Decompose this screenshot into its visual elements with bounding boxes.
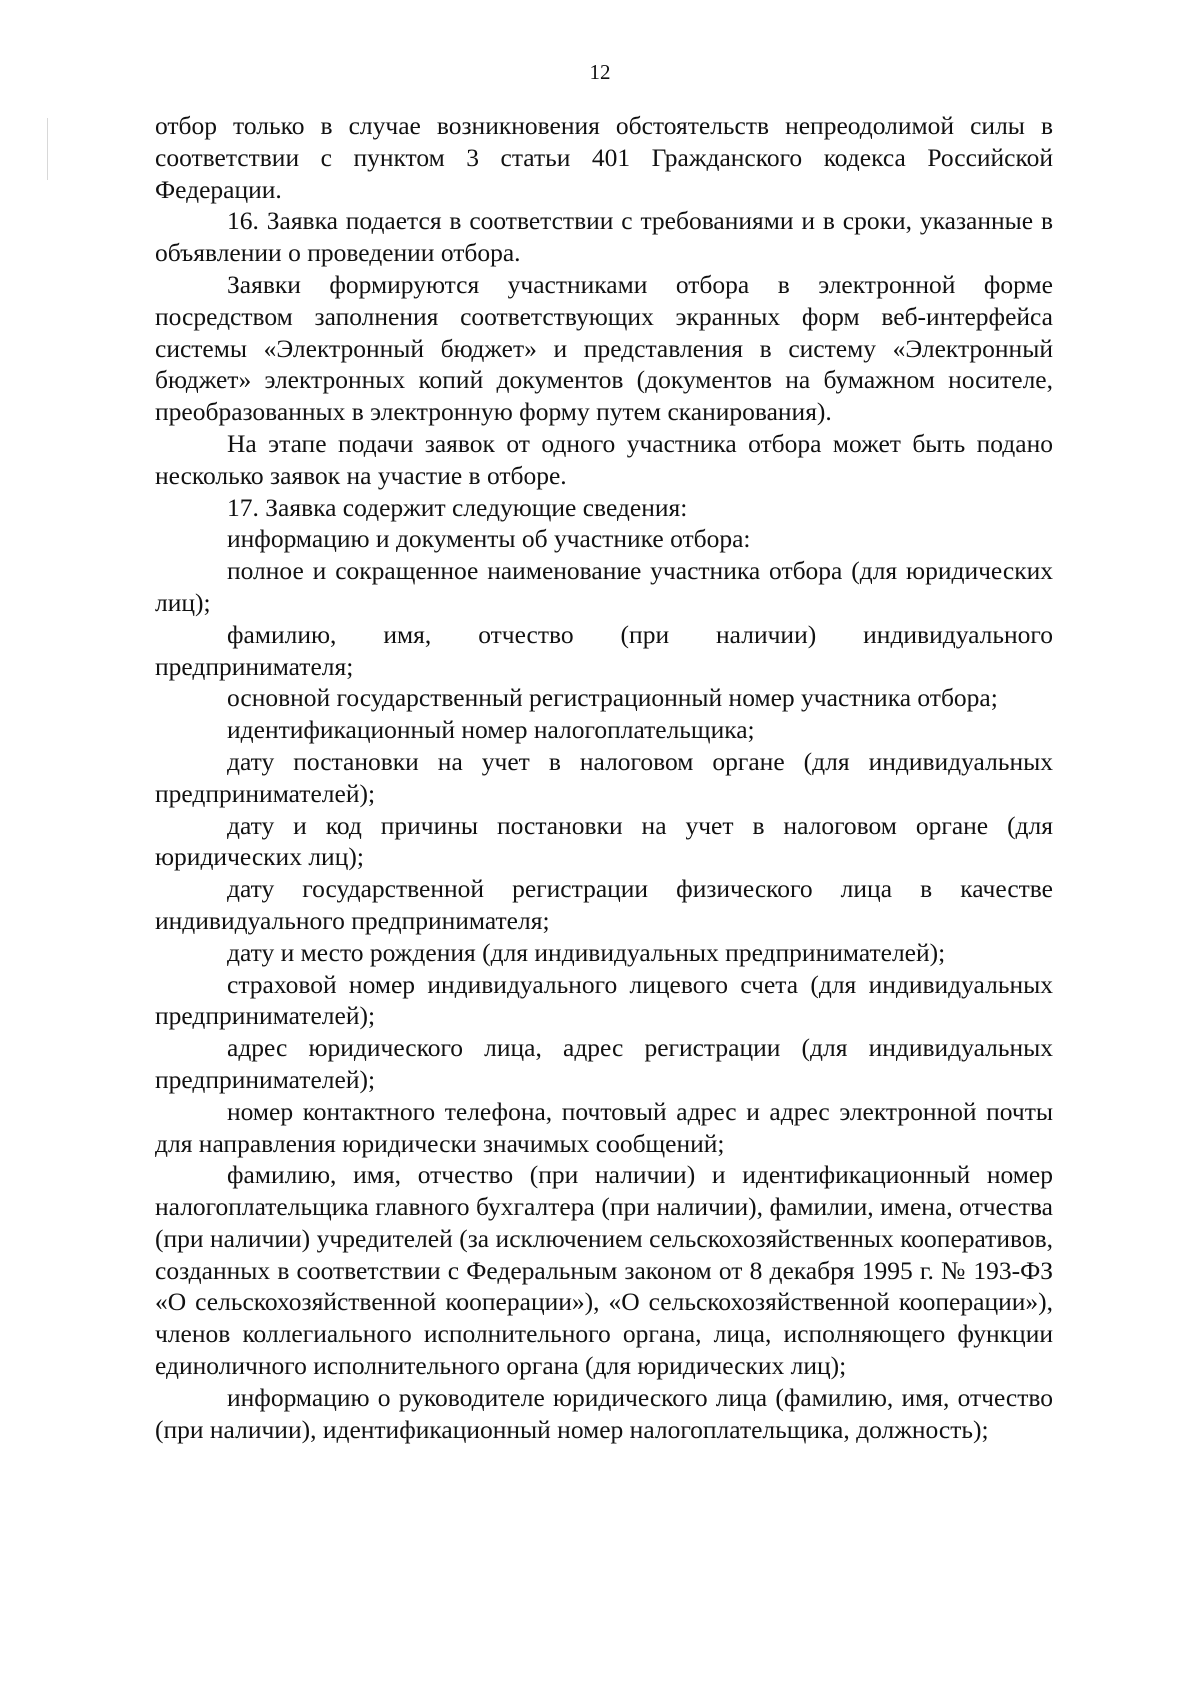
paragraph-participant-info: информацию и документы об участнике отбора: <box>227 524 751 554</box>
list-item-full-name: полное и сокращенное наименование участника отбора (для юридических лиц); <box>155 556 1053 617</box>
scan-margin-mark <box>47 118 48 180</box>
paragraph-multiple-applications: На этапе подачи заявок от одного участника отбора может быть подано несколько заявок на участие в отборе. <box>155 428 1053 490</box>
paragraph-item-16: 16. Заявка подается в соответствии с требованиями и в сроки, указанные в объявлении о проведении отбора. <box>155 206 1053 268</box>
list-item-address: адрес юридического лица, адрес регистрации (для индивидуальных предпринимателей); <box>155 1033 1053 1094</box>
page-number: 12 <box>589 60 611 84</box>
list-item-tax-registration-date: дату постановки на учет в налоговом органе (для индивидуальных предпринимателей); <box>155 746 1053 808</box>
list-item-snils: страховой номер индивидуального лицевого счета (для индивидуальных предпринимателей); <box>155 969 1053 1031</box>
paragraph-continuation: отбор только в случае возникновения обстоятельств непреодолимой силы в соответствии с пунктом 3 статьи 401 Гражданского кодекса Российской Федерации. <box>155 111 1053 204</box>
paragraph-item-17: 17. Заявка содержит следующие сведения: <box>227 492 688 522</box>
list-item-kpp: дату и код причины постановки на учет в налоговом органе (для юридических лиц); <box>155 810 1053 872</box>
list-item-ogrn: основной государственный регистрационный номер участника отбора; <box>227 683 998 713</box>
paragraph-application-forming: Заявки формируются участниками отбора в электронной форме посредством заполнения соответствующих экранных форм веб-интерфейса системы «Электронный бюджет» и представления в систему «Электронный бюджет» электронных копий документов (документов на бумажном носителе, преобразованных в электронную форму путем сканирования). <box>155 269 1053 427</box>
list-item-state-registration-date: дату государственной регистрации физического лица в качестве индивидуального предпринимателя; <box>155 874 1053 935</box>
document-body <box>155 110 1053 1445</box>
list-item-director-info: информацию о руководителе юридического лица (фамилию, имя, отчество (при наличии), идентификационный номер налогоплательщика, должность); <box>155 1382 1053 1444</box>
list-item-entrepreneur-name: фамилию, имя, отчество (при наличии) индивидуального предпринимателя; <box>155 619 1053 681</box>
list-item-inn: идентификационный номер налогоплательщика; <box>227 715 755 745</box>
list-item-contacts: номер контактного телефона, почтовый адрес и адрес электронной почты для направления юридически значимых сообщений; <box>155 1096 1053 1158</box>
list-item-accountant-founders: фамилию, имя, отчество (при наличии) и идентификационный номер налогоплательщика главного бухгалтера (при наличии), фамилии, имена, отчества (при наличии) учредителей (за исключением сельскохозяйственных кооперативов, созданных в соответствии с Федеральным законом от 8 декабря 1995 г. № 193-ФЗ «О сельскохозяйственной кооперации»), «О сельскохозяйственной кооперации»), членов коллегиального исполнительного органа, лица, исполняющего функции единоличного исполнительного органа (для юридических лиц); <box>155 1160 1053 1381</box>
list-item-birth-info: дату и место рождения (для индивидуальных предпринимателей); <box>227 937 946 967</box>
